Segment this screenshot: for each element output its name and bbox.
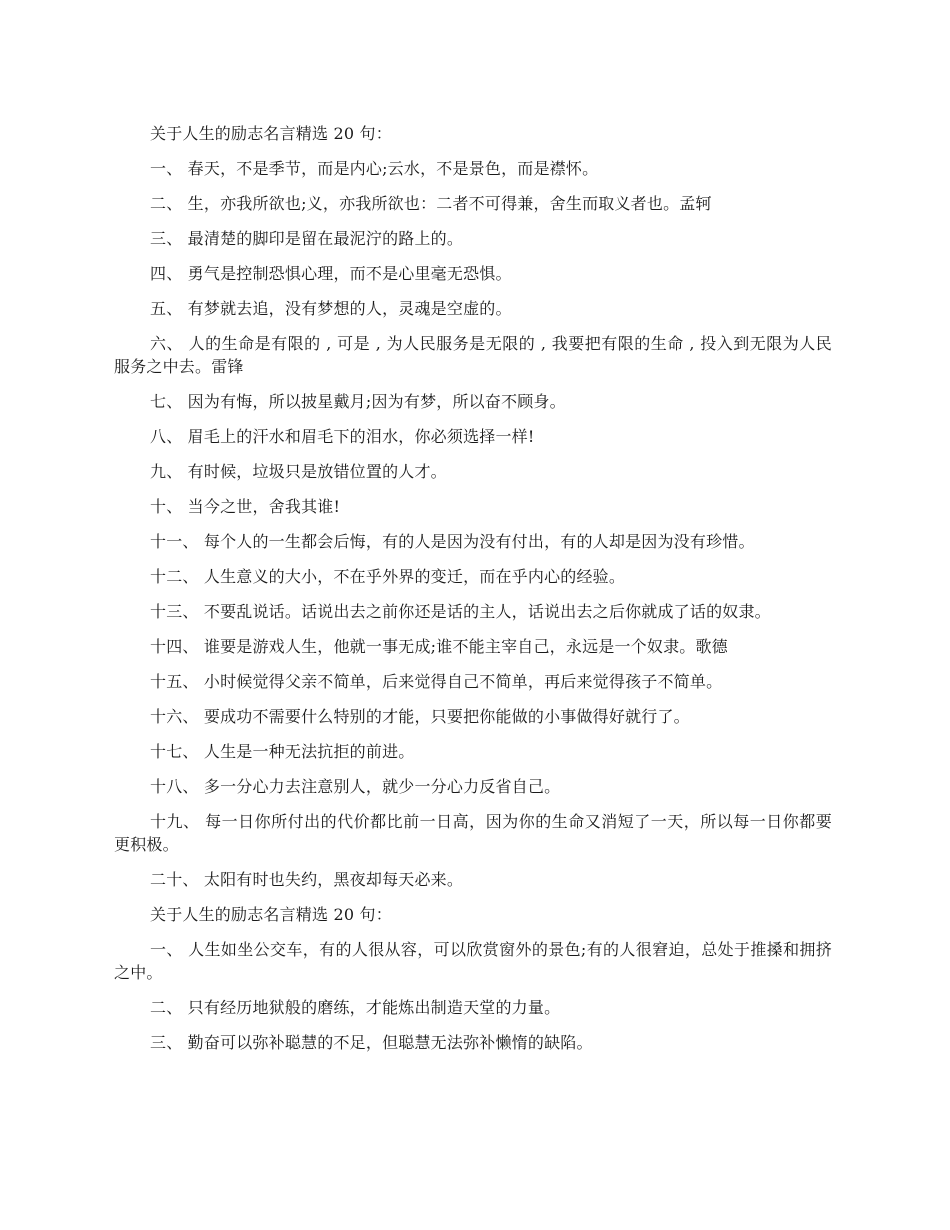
quote-item: 十九、 每一日你所付出的代价都比前一日高，因为你的生命又消短了一天，所以每一日你都要更积极。 <box>114 812 832 854</box>
quote-item: 二、 生，亦我所欲也;义，亦我所欲也：二者不可得兼，舍生而取义者也。孟轲 <box>150 194 712 213</box>
quote-item: 四、 勇气是控制恐惧心理，而不是心里毫无恐惧。 <box>150 264 512 283</box>
quote-item: 十二、 人生意义的大小，不在乎外界的变迁，而在乎内心的经验。 <box>150 567 626 586</box>
quote-item: 十八、 多一分心力去注意别人，就少一分心力反省自己。 <box>150 777 561 796</box>
quote-item: 五、 有梦就去追，没有梦想的人，灵魂是空虚的。 <box>150 299 512 318</box>
section-heading: 关于人生的励志名言精选 20 句： <box>150 124 392 143</box>
quote-item: 三、 最清楚的脚印是留在最泥泞的路上的。 <box>150 229 464 248</box>
quote-item: 十三、 不要乱说话。话说出去之前你还是话的主人，话说出去之后你就成了话的奴隶。 <box>150 602 771 621</box>
quote-item: 六、 人的生命是有限的 , 可是 , 为人民服务是无限的 , 我要把有限的生命 , 投入到无限为人民服务之中去。雷锋 <box>114 334 832 376</box>
quote-item: 十一、 每个人的一生都会后悔，有的人是因为没有付出，有的人却是因为没有珍惜。 <box>150 532 755 551</box>
quote-item: 八、 眉毛上的汗水和眉毛下的泪水，你必须选择一样! <box>150 427 535 446</box>
quote-item: 九、 有时候，垃圾只是放错位置的人才。 <box>150 462 447 481</box>
quote-item: 二、 只有经历地狱般的磨练，才能炼出制造天堂的力量。 <box>150 998 561 1017</box>
quote-item: 十五、 小时候觉得父亲不简单，后来觉得自己不简单，再后来觉得孩子不简单。 <box>150 672 723 691</box>
document-body <box>114 122 832 1066</box>
quote-item: 十、 当今之世，舍我其谁! <box>150 497 341 516</box>
quote-item: 二十、 太阳有时也失约，黑夜却每天必来。 <box>150 870 464 889</box>
quote-item: 七、 因为有悔，所以披星戴月;因为有梦，所以奋不顾身。 <box>150 392 566 411</box>
quote-item: 三、 勤奋可以弥补聪慧的不足，但聪慧无法弥补懒惰的缺陷。 <box>150 1033 593 1052</box>
section-heading: 关于人生的励志名言精选 20 句： <box>150 905 392 924</box>
quote-item: 一、 人生如坐公交车，有的人很从容，可以欣赏窗外的景色;有的人很窘迫，总处于推搡和拥挤之中。 <box>114 940 832 982</box>
quote-item: 十四、 谁要是游戏人生，他就一事无成;谁不能主宰自己，永远是一个奴隶。歌德 <box>150 637 728 656</box>
quote-item: 一、 春天，不是季节，而是内心;云水，不是景色，而是襟怀。 <box>150 159 599 178</box>
quote-item: 十七、 人生是一种无法抗拒的前进。 <box>150 742 415 761</box>
quote-item: 十六、 要成功不需要什么特别的才能，只要把你能做的小事做得好就行了。 <box>150 707 690 726</box>
